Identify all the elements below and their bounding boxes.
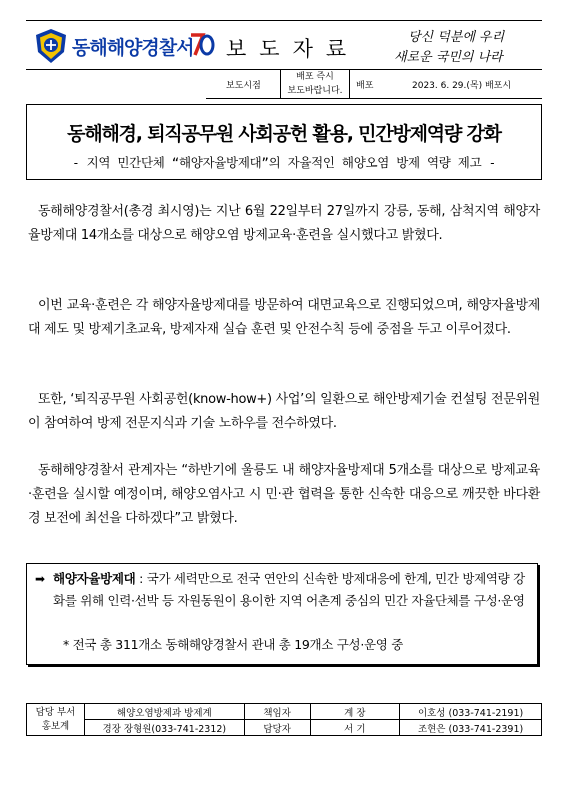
body-paragraph-2: 이번 교육·훈련은 각 해양자율방제대를 방문하여 대면교육으로 진행되었으며, 해양자율방제대 제도 및 방제기초교육, 방제자재 실습 훈련 및 안전수칙 등에 중점을 두고 이루어졌다. (28, 298, 540, 337)
contact-table (26, 703, 542, 736)
contact-row-staff (27, 720, 542, 736)
headline: 동해해경, 퇴직공무원 사회공헌 활용, 민간방제역량 강화 (67, 123, 501, 145)
body-paragraph-4: 동해해양경찰서 관계자는 “하반기에 울릉도 내 해양자율방제대 5개소를 대상으로 방제교육·훈련을 실시할 예정이며, 해양오염사고 시 민·관 협력을 통한 신속한 대응으로 깨끗한 바다환경 보전에 최선을 다하겠다”고 밝혔다. (28, 463, 540, 526)
release-time-line-2: 보도바랍니다. (287, 86, 343, 96)
release-time-label: 보도시점 (226, 81, 261, 91)
coast-guard-emblem-icon (34, 28, 68, 64)
arrow-right-icon: ➡ (35, 572, 45, 586)
note-footnote: * 전국 총 311개소 동해해양경찰서 관내 총 19개소 구성·운영 중 (63, 637, 403, 652)
responsible-label: 책임자 (244, 704, 310, 720)
staff-person: 조현은 (033-741-2391) (400, 720, 542, 736)
contact-row-responsible (27, 704, 542, 720)
note-term: 해양자율방제대 (53, 571, 136, 586)
dept-label-line-1: 담당 부서 (35, 706, 76, 718)
release-time-line-1: 배포 즉시 (296, 72, 334, 82)
slogan-calligraphy (388, 23, 538, 67)
press-header (26, 20, 542, 70)
body-paragraph-1: 동해해양경찰서(총경 최시영)는 지난 6월 22일부터 27일까지 강릉, 동해, 삼척지역 해양자율방제대 14개소를 대상으로 해양오염 방제교육·훈련을 실시했다고 밝혔다. (28, 204, 540, 243)
note-definition: : 국가 세력만으로 전국 연안의 신속한 방제대응에 한계, 민간 방제역량 강화를 위해 인력·선박 등 자원동원이 용이한 지역 어촌계 중심의 민간 자율단체를 구성·운영 (53, 571, 525, 608)
staff-label: 담당자 (244, 720, 310, 736)
definition-note-box (26, 563, 538, 665)
org-name: 동해해양경찰서 (72, 37, 194, 59)
body-paragraph-3: 또한, ‘퇴직공무원 사회공헌(know-how+) 사업’의 일환으로 해안방제기술 컨설팅 전문위원이 참여하여 방제 전문지식과 기술 노하우를 전수하였다. (28, 392, 540, 431)
release-date-label: 배포 (356, 81, 374, 91)
dept-contact: 경장 장형원(033-741-2312) (84, 720, 244, 736)
staff-title: 서 기 (310, 720, 400, 736)
release-info (206, 69, 542, 99)
anniversary-70-icon (189, 29, 215, 59)
note-body (53, 568, 531, 612)
press-release-title: 보도자료 (226, 37, 360, 61)
release-time-value (280, 69, 350, 99)
dept-label-cell (27, 704, 85, 736)
subheadline: - 지역 민간단체 “해양자율방제대”의 자율적인 해양오염 방제 역량 제고 - (72, 155, 496, 170)
slogan-line-2: 새로운 국민의 나라 (394, 50, 503, 65)
release-date-value: 2023. 6. 29.(목) 배포시 (412, 81, 512, 91)
responsible-title: 계 장 (310, 704, 400, 720)
dept-label-line-2: 홍보계 (41, 720, 70, 732)
slogan-line-1: 당신 덕분에 우리 (408, 30, 505, 45)
responsible-person: 이호성 (033-741-2191) (400, 704, 542, 720)
dept-name: 해양오염방제과 방제계 (84, 704, 244, 720)
headline-box (26, 104, 542, 180)
